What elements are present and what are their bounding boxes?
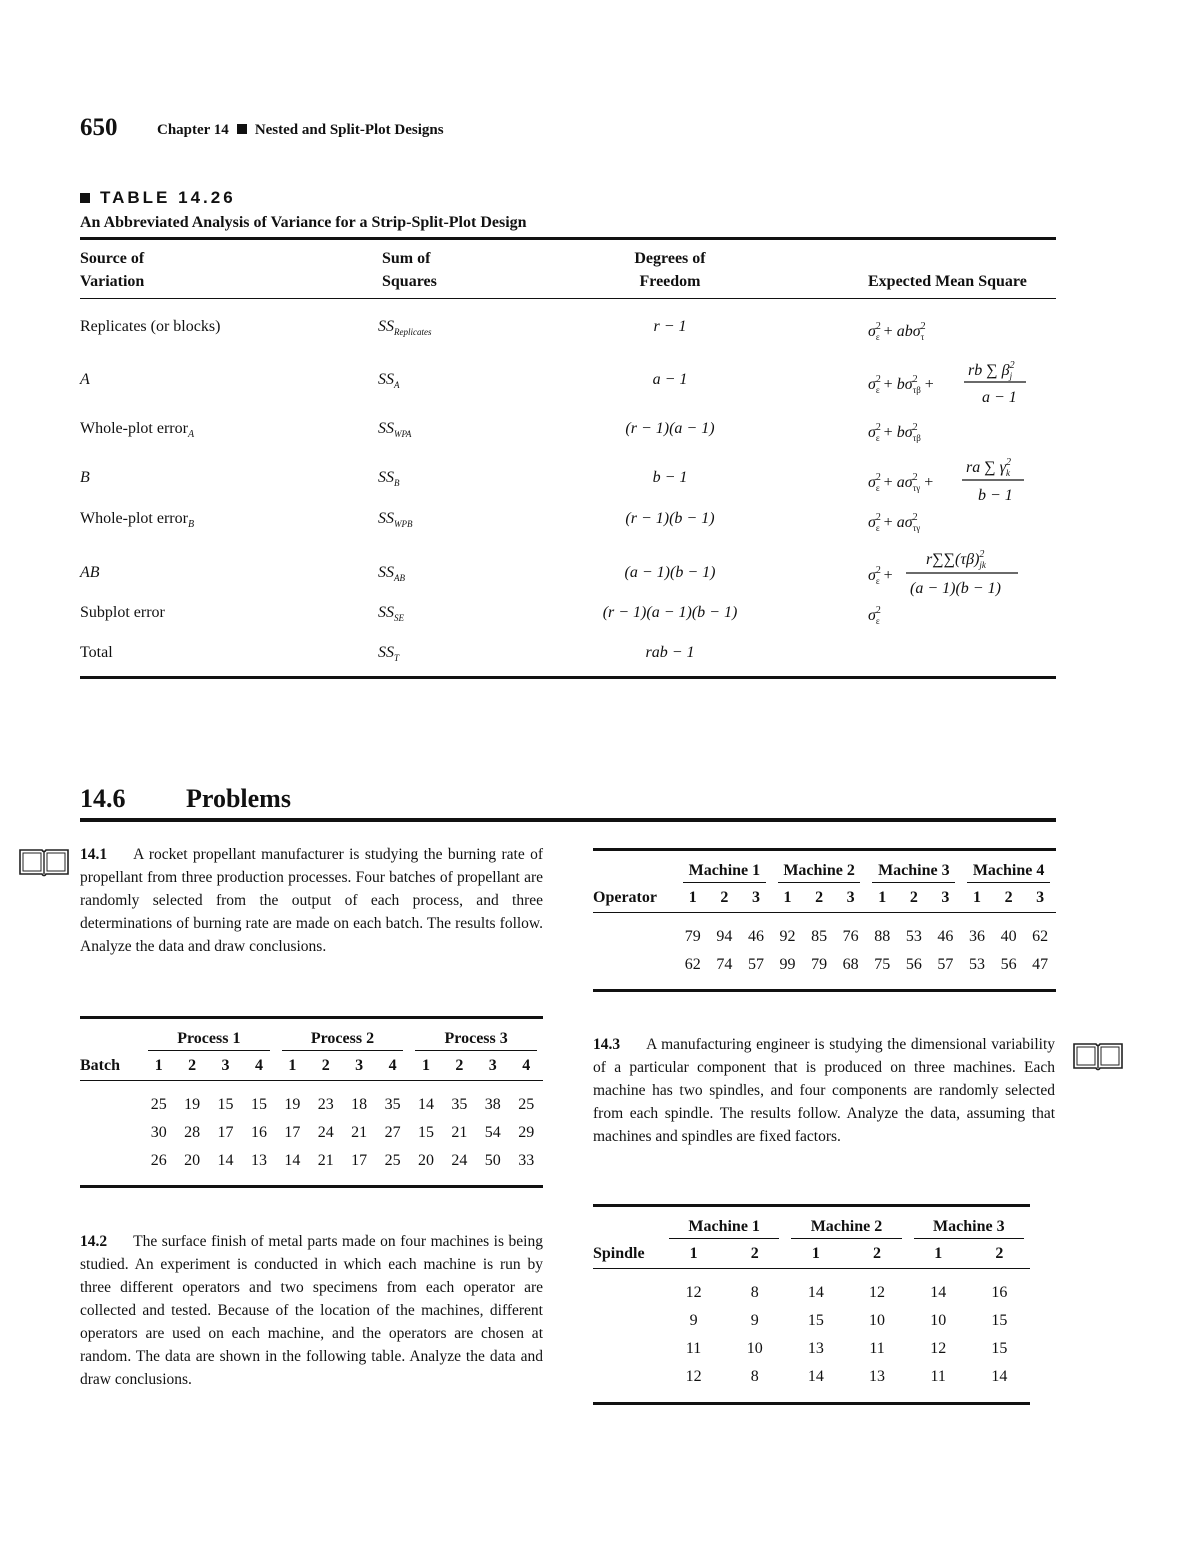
table-cell: 62 [684, 956, 701, 973]
row-label-blank [80, 1147, 142, 1175]
table-cell: 94 [716, 928, 733, 945]
table-cell: 24 [317, 1124, 334, 1141]
group-header [142, 1028, 276, 1052]
sub-header: 3 [221, 1057, 230, 1074]
table-cell: 14 [930, 1284, 947, 1301]
table-bottom-rule [593, 1402, 1030, 1405]
table-row [593, 923, 1056, 951]
row-source: B [80, 469, 90, 486]
group-header [961, 860, 1056, 884]
col-header-expected-mean-square: Expected Mean Square [868, 273, 1027, 290]
table-cell: 12 [869, 1284, 886, 1301]
table-cell: 46 [937, 928, 954, 945]
row-ss-subscript: WPA [394, 429, 412, 440]
row-sum-of-squares: $SS_{WPB}$ [378, 510, 413, 530]
sub-header: 2 [1004, 889, 1013, 906]
sub-header: 2 [815, 889, 824, 906]
section-title: Problems [186, 784, 291, 813]
table-cell: 14 [807, 1368, 824, 1385]
table-cell: 92 [779, 928, 796, 945]
group-header-label: Machine 2 [778, 862, 861, 883]
problem-14-1-text: A rocket propellant manufacturer is studying the burning rate of propellant from three production processes. Four batches of propellant are randomly selected from the output of each process, and three determinations of burning rate are made on each batch. The results follow. Analyze the data and draw conclusions. [80, 846, 543, 955]
table-cell: 10 [746, 1340, 763, 1357]
table-cell: 21 [451, 1124, 468, 1141]
table-cell: 27 [384, 1124, 401, 1141]
page-number: 650 [80, 114, 118, 141]
table-cell: 26 [150, 1152, 167, 1169]
table-cell: 15 [991, 1340, 1008, 1357]
group-header [409, 1028, 543, 1052]
sub-header: 3 [488, 1057, 497, 1074]
table-cell: 79 [684, 928, 701, 945]
row-degrees-of-freedom: (a − 1)(b − 1) [624, 564, 716, 581]
row-sum-of-squares: $SS_T$ [378, 644, 400, 664]
row-label-blank [593, 1279, 663, 1307]
row-degrees-of-freedom: a − 1 [652, 371, 688, 388]
ems-b-denominator: b − 1 [978, 487, 1013, 504]
ems-ab-denominator: (a − 1)(b − 1) [910, 580, 1001, 597]
table-cell: 36 [968, 928, 985, 945]
table-caption: An Abbreviated Analysis of Variance for a Strip-Split-Plot Design [80, 214, 527, 231]
problem-14-2 [80, 1230, 543, 1391]
table-cell: 46 [747, 928, 764, 945]
table-cell: 88 [874, 928, 891, 945]
row-degrees-of-freedom: (r − 1)(b − 1) [625, 510, 715, 527]
sub-header: 1 [878, 889, 887, 906]
table-top-rule [593, 848, 1056, 851]
table-cell: 40 [1000, 928, 1017, 945]
table-cell: 13 [807, 1340, 824, 1357]
row-source-subscript: A [187, 429, 195, 441]
row-source: Replicates (or blocks) [80, 318, 221, 335]
group-header [772, 860, 867, 884]
group-header-label: Machine 3 [872, 862, 955, 883]
table-cell: 12 [685, 1368, 702, 1385]
table-row [593, 1279, 1030, 1307]
table-cell: 20 [184, 1152, 201, 1169]
ems-a-numerator: rb ∑ $\beta^2$ j [968, 360, 1015, 381]
header-rule [593, 913, 1056, 924]
table-cell: 30 [150, 1124, 167, 1141]
col-header-sum-of-squares: Sum of Squares [382, 250, 437, 290]
table-cell: 53 [905, 928, 922, 945]
row-source: Subplot error [80, 604, 165, 621]
data-table [593, 860, 1056, 979]
table-cell: 9 [689, 1312, 698, 1329]
sub-header: 1 [811, 1245, 820, 1262]
table-cell: 74 [716, 956, 733, 973]
problem-14-3 [593, 1033, 1055, 1148]
table-cell: 33 [518, 1152, 535, 1169]
ems-replicates: $\sigma^2$ ε + abσ$^2$ τ [868, 321, 926, 342]
sub-header: 3 [1036, 889, 1045, 906]
chapter-title: Nested and Split-Plot Designs [254, 122, 444, 138]
sub-header: 1 [688, 889, 697, 906]
chapter-label: Chapter 14 [157, 122, 229, 138]
table-top-rule [593, 1204, 1030, 1207]
sub-header: 1 [689, 1245, 698, 1262]
sub-header: 2 [321, 1057, 330, 1074]
table-cell: 38 [484, 1096, 501, 1113]
row-sum-of-squares: $SS_{Replicates}$ [378, 318, 432, 338]
row-source: Total [80, 644, 113, 661]
row-degrees-of-freedom: (r − 1)(a − 1)(b − 1) [602, 604, 738, 621]
data-table [593, 1216, 1030, 1391]
row-degrees-of-freedom: rab − 1 [645, 644, 695, 661]
sub-header: 2 [750, 1245, 759, 1262]
group-header [866, 860, 961, 884]
sub-header: 2 [995, 1245, 1004, 1262]
row-label-header: Batch [80, 1057, 120, 1074]
table-cell: 25 [518, 1096, 535, 1113]
sub-header: 4 [388, 1057, 397, 1074]
table-cell: 21 [351, 1124, 368, 1141]
table-cell: 16 [991, 1284, 1008, 1301]
group-header [663, 1216, 785, 1240]
table-cell: 14 [284, 1152, 301, 1169]
problem-14-2-number: 14.2 [80, 1233, 108, 1250]
table-cell: 10 [869, 1312, 886, 1329]
row-source: AB [80, 564, 100, 581]
ems-b-numerator: ra ∑ $\gamma^2$ k [966, 457, 1011, 478]
book-icon [1072, 1040, 1124, 1072]
table-cell: 19 [184, 1096, 201, 1113]
table-cell: 17 [217, 1124, 234, 1141]
table-row [593, 1363, 1030, 1391]
col-header-source: Source of Variation [80, 250, 145, 290]
group-header-label: Machine 4 [967, 862, 1050, 883]
group-header [908, 1216, 1030, 1240]
ems-whole-plot-error-b: $\sigma^2$ $\varepsilon + a\sigma^2$ τγ [868, 512, 921, 533]
table-cell: 50 [484, 1152, 501, 1169]
table-cell: 15 [807, 1312, 824, 1329]
sub-header: 3 [751, 889, 760, 906]
table-cell: 18 [351, 1096, 368, 1113]
section-rule [80, 818, 1056, 822]
table-cell: 14 [807, 1284, 824, 1301]
table-cell: 29 [518, 1124, 535, 1141]
table-row [593, 1335, 1030, 1363]
header-blank [593, 860, 677, 884]
row-source: A [80, 371, 90, 388]
sub-header: 3 [941, 889, 950, 906]
table-cell: 56 [905, 956, 922, 973]
row-label-blank [80, 1119, 142, 1147]
table-cell: 11 [869, 1340, 885, 1357]
row-label-header: Operator [593, 889, 657, 906]
section-number: 14.6 [80, 784, 126, 813]
table-cell: 19 [284, 1096, 301, 1113]
row-sum-of-squares: $SS_B$ [378, 469, 400, 489]
table-cell: 56 [1000, 956, 1017, 973]
ems-a: $\sigma^2$ $\varepsilon + b\sigma^2$ τβ + [868, 374, 934, 395]
row-ss-subscript: T [394, 653, 400, 664]
sub-header: 3 [355, 1057, 364, 1074]
table-row [593, 1307, 1030, 1335]
table-cell: 13 [250, 1152, 267, 1169]
problem-14-3-number: 14.3 [593, 1036, 621, 1053]
row-ss-subscript: Replicates [394, 327, 432, 338]
table-cell: 15 [417, 1124, 434, 1141]
table-cell: 75 [874, 956, 891, 973]
group-header-label: Machine 1 [683, 862, 766, 883]
table-cell: 12 [685, 1284, 702, 1301]
table-cell: 8 [750, 1368, 759, 1385]
table-cell: 11 [685, 1340, 702, 1357]
table-cell: 68 [842, 956, 859, 973]
table-cell: 15 [217, 1096, 234, 1113]
group-header-label: Machine 1 [669, 1218, 779, 1239]
row-label-blank [593, 923, 677, 951]
sub-header: 3 [846, 889, 855, 906]
sub-header: 1 [972, 889, 981, 906]
row-label-blank [593, 951, 677, 979]
square-bullet-icon [80, 193, 90, 203]
sub-header: 1 [421, 1057, 430, 1074]
group-header-label: Machine 3 [914, 1218, 1024, 1239]
row-source-subscript: B [187, 519, 195, 531]
group-header-label: Process 1 [148, 1030, 270, 1051]
table-top-rule [80, 1016, 543, 1019]
problem-14-2-text: The surface finish of metal parts made on four machines is being studied. An experiment is conducted in which each machine is run by three different operators and two specimens from each operator are collected and tested. Because of the location of the machines, different operators are used on each machine, and the operators are chosen at random. The data are shown in the following table. Analyze the data and draw conclusions. [80, 1233, 543, 1388]
group-header [677, 860, 772, 884]
row-ss-subscript: A [394, 380, 400, 391]
table-cell: 14 [217, 1152, 234, 1169]
running-header [157, 122, 444, 139]
sub-header: 4 [254, 1057, 263, 1074]
ems-a-denominator: a − 1 [982, 389, 1017, 406]
table-cell: 13 [869, 1368, 886, 1385]
table-cell: 79 [811, 956, 828, 973]
row-degrees-of-freedom: (r − 1)(a − 1) [625, 420, 715, 437]
row-ss-subscript: AB [394, 573, 405, 584]
sub-header: 1 [154, 1057, 163, 1074]
table-cell: 8 [750, 1284, 759, 1301]
table-row [80, 1147, 543, 1175]
group-header-label: Process 3 [415, 1030, 537, 1051]
table-cell: 85 [811, 928, 828, 945]
table-bottom-rule [593, 989, 1056, 992]
row-degrees-of-freedom: r − 1 [653, 318, 687, 335]
sub-header: 2 [188, 1057, 197, 1074]
table-cell: 35 [384, 1096, 401, 1113]
table-cell: 14 [991, 1368, 1008, 1385]
sub-header: 2 [909, 889, 918, 906]
table-row [80, 1091, 543, 1119]
ems-ab-numerator: $r\sum\sum(\tau\beta)^2$ jk [926, 549, 986, 570]
row-ss-subscript: SE [394, 613, 404, 624]
row-source: Whole-plot error$_B$ [80, 510, 195, 531]
sub-header: 1 [783, 889, 792, 906]
square-bullet-icon [237, 124, 247, 134]
table-cell: 17 [284, 1124, 301, 1141]
problem-14-3-text: A manufacturing engineer is studying the dimensional variability of a particular component that is produced on three machines. Each machine has two spindles, and four components are randomly selected from each spindle. The results follow. Analyze the data, assuming that machines and spindles are fixed factors. [593, 1036, 1055, 1145]
table-cell: 57 [747, 956, 764, 973]
table-row [593, 951, 1056, 979]
table-header-rule [80, 298, 1056, 299]
table-cell: 53 [968, 956, 985, 973]
table-cell: 99 [779, 956, 796, 973]
row-label-blank [593, 1335, 663, 1363]
table-cell: 47 [1032, 956, 1049, 973]
table-cell: 54 [484, 1124, 501, 1141]
row-sum-of-squares: $SS_{SE}$ [378, 604, 404, 624]
table-cell: 20 [417, 1152, 434, 1169]
table-cell: 10 [930, 1312, 947, 1329]
header-blank [80, 1028, 142, 1052]
table-cell: 16 [250, 1124, 267, 1141]
data-table [80, 1028, 543, 1175]
group-header [276, 1028, 410, 1052]
row-label-blank [80, 1091, 142, 1119]
sub-header: 2 [720, 889, 729, 906]
table-bottom-rule [80, 676, 1056, 679]
sub-header: 2 [873, 1245, 882, 1262]
table-cell: 21 [317, 1152, 334, 1169]
group-header [785, 1216, 907, 1240]
row-sum-of-squares: $SS_{WPA}$ [378, 420, 412, 440]
header-blank [593, 1216, 663, 1240]
group-header-label: Machine 2 [791, 1218, 901, 1239]
table-row [80, 1119, 543, 1147]
sub-header: 4 [522, 1057, 531, 1074]
table-cell: 15 [250, 1096, 267, 1113]
book-icon [18, 846, 70, 878]
table-cell: 14 [417, 1096, 434, 1113]
table-cell: 25 [384, 1152, 401, 1169]
row-degrees-of-freedom: b − 1 [652, 469, 688, 486]
problem-14-1-number: 14.1 [80, 846, 108, 863]
ems-subplot-error: $\sigma^2$ ε [868, 605, 881, 626]
ems-b: $\sigma^2$ $\varepsilon + a\sigma^2$ τγ + [868, 472, 934, 493]
table-label: TABLE 14.26 [80, 188, 236, 208]
table-cell: 15 [991, 1312, 1008, 1329]
ems-whole-plot-error-a: $\sigma^2$ $\varepsilon + b\sigma^2$ τβ [868, 422, 921, 443]
row-sum-of-squares: $SS_{AB}$ [378, 564, 405, 584]
table-cell: 17 [351, 1152, 368, 1169]
sub-header: 2 [455, 1057, 464, 1074]
table-cell: 12 [930, 1340, 947, 1357]
header-rule [593, 1269, 1030, 1280]
problem-14-1 [80, 843, 543, 958]
table-cell: 76 [842, 928, 859, 945]
table-cell: 23 [317, 1096, 334, 1113]
row-sum-of-squares: $SS_A$ [378, 371, 400, 391]
sub-header: 1 [288, 1057, 297, 1074]
table-bottom-rule [80, 1185, 543, 1188]
ems-ab: $\sigma^2$ ε + [868, 565, 893, 586]
table-cell: 62 [1032, 928, 1049, 945]
row-label-blank [593, 1363, 663, 1391]
table-cell: 11 [930, 1368, 946, 1385]
table-cell: 57 [937, 956, 954, 973]
table-cell: 25 [150, 1096, 167, 1113]
table-top-rule [80, 237, 1056, 240]
table-cell: 9 [750, 1312, 759, 1329]
row-ss-subscript: B [394, 478, 400, 489]
sub-header: 1 [934, 1245, 943, 1262]
row-label-header: Spindle [593, 1245, 645, 1262]
row-source: Whole-plot error$_A$ [80, 420, 195, 441]
header-rule [80, 1081, 543, 1092]
table-cell: 24 [451, 1152, 468, 1169]
table-cell: 35 [451, 1096, 468, 1113]
row-label-blank [593, 1307, 663, 1335]
col-header-degrees-of-freedom: Degrees of Freedom [634, 250, 706, 290]
ems-formulas [864, 312, 1044, 652]
group-header-label: Process 2 [282, 1030, 404, 1051]
row-ss-subscript: WPB [394, 519, 413, 530]
table-cell: 28 [184, 1124, 201, 1141]
